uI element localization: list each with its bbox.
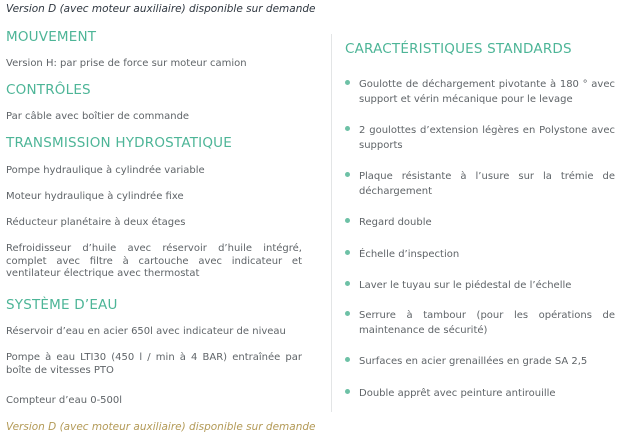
list-item: Par câble avec boîtier de commande: [6, 111, 190, 122]
list-item: Réducteur planétaire à deux étages: [6, 217, 186, 228]
bullet-text: 2 goulottes d’extension légères en Polystone avec supports: [359, 125, 615, 151]
bullet-icon: [345, 80, 350, 85]
top-note: Version D (avec moteur auxiliaire) disponible sur demande: [6, 3, 316, 15]
list-item: Refroidisseur d’huile avec réservoir d’huile intégré, complet avec filtre à cartouche avec indicateur et ventilateur électrique avec thermostat: [6, 243, 302, 279]
bullet-text: Regard double: [359, 217, 432, 228]
section-title-transmission: TRANSMISSION HYDROSTATIQUE: [6, 135, 232, 151]
bottom-note: Version D (avec moteur auxiliaire) disponible sur demande: [6, 421, 316, 433]
list-item: Pompe hydraulique à cylindrée variable: [6, 165, 205, 176]
section-title-eau: SYSTÈME D’EAU: [6, 297, 118, 313]
bullet-icon: [345, 311, 350, 316]
bullet-icon: [345, 126, 350, 131]
list-item: Moteur hydraulique à cylindrée fixe: [6, 191, 184, 202]
bullet-icon: [345, 218, 350, 223]
bullet-icon: [345, 357, 350, 362]
list-item: Pompe à eau LTI30 (450 l / min à 4 BAR) entraînée par boîte de vitesses PTO: [6, 352, 302, 376]
bullet-text: Plaque résistante à l’usure sur la trémie de déchargement: [359, 171, 615, 197]
bullet-icon: [345, 172, 350, 177]
bullet-text: Serrure à tambour (pour les opérations de maintenance de sécurité): [359, 310, 615, 336]
bullet-icon: [345, 281, 350, 286]
bullet-text: Goulotte de déchargement pivotante à 180 ° avec support et vérin mécanique pour le levage: [359, 79, 615, 105]
section-title-controles: CONTRÔLES: [6, 82, 91, 98]
list-item: Version H: par prise de force sur moteur camion: [6, 58, 247, 69]
section-title-caracteristiques: CARACTÉRISTIQUES STANDARDS: [345, 41, 572, 57]
list-item: Compteur d’eau 0-500l: [6, 395, 123, 406]
list-item: Réservoir d’eau en acier 650l avec indicateur de niveau: [6, 326, 286, 337]
column-divider: [331, 34, 332, 412]
bullet-text: Échelle d’inspection: [359, 249, 460, 260]
bullet-text: Double apprêt avec peinture antirouille: [359, 388, 556, 399]
bullet-text: Laver le tuyau sur le piédestal de l’échelle: [359, 280, 572, 291]
bullet-text: Surfaces en acier grenaillées en grade SA 2,5: [359, 356, 588, 367]
bullet-icon: [345, 389, 350, 394]
section-title-mouvement: MOUVEMENT: [6, 29, 97, 45]
bullet-icon: [345, 250, 350, 255]
